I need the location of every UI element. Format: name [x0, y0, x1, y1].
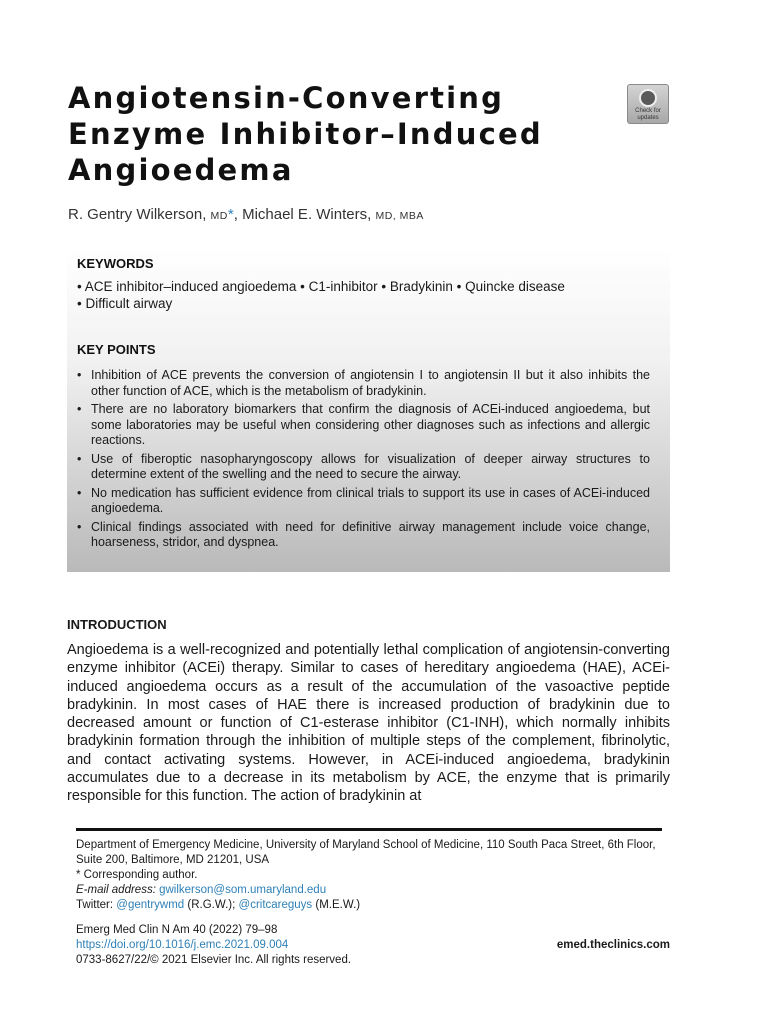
key-point-item: • There are no laboratory biomarkers that confirm the diagnosis of ACEi-induced angioedema, but some laboratories may be useful when considering other diagnoses such as infections and allergic reactions. — [77, 402, 650, 449]
corresponding-author-mark[interactable]: * — [227, 206, 234, 223]
author-name: Michael E. Winters, — [242, 206, 372, 223]
introduction-paragraph: Angioedema is a well-recognized and potentially lethal complication of angiotensin-converting enzyme inhibitor (ACEi) therapy. Similar to cases of hereditary angioedema (HAE), ACEi-induced angioedema occurs as a result of the accumulation of the vasoactive peptide bradykinin. In most cases of HAE there is increased production of bradykinin due to decreased amount or function of C1-esterase inhibitor (C1-INH), which normally inhibits bradykinin formation through the inhibition of multiple steps of the complement, fibrinolytic, and contact activating systems. However, in ACEi-induced angioedema, bradykinin accumulates due to a decrease in its metabolism by ACE, the enzyme that is primarily responsible for this function. The action of bradykinin at — [67, 642, 670, 805]
keywords-line: • Difficult airway — [77, 296, 173, 311]
email-label: E-mail address: — [76, 884, 156, 896]
journal-citation: Emerg Med Clin N Am 40 (2022) 79–98 — [76, 924, 278, 936]
badge-label: Check for updates — [635, 108, 661, 121]
key-point-item: • Inhibition of ACE prevents the conversion of angiotensin I to angiotensin II but it also inhibits the other function of ACE, which is the metabolism of bradykinin. — [77, 368, 650, 399]
introduction-heading: INTRODUCTION — [67, 617, 167, 632]
key-points-heading: KEY POINTS — [77, 342, 156, 357]
keywords-heading: KEYWORDS — [77, 256, 154, 271]
twitter-link[interactable]: @gentrywmd — [116, 899, 185, 911]
check-for-updates-badge[interactable] — [627, 84, 669, 124]
affiliation-note: Department of Emergency Medicine, University of Maryland School of Medicine, 110 South Paca Street, 6th Floor, Suite 200, Baltimore, MD 21201, USA — [76, 839, 656, 866]
twitter-initials: (M.E.W.) — [315, 899, 361, 911]
author-line — [68, 206, 424, 223]
footnote-divider — [76, 828, 662, 831]
email-link[interactable]: gwilkerson@som.umaryland.edu — [159, 884, 327, 896]
key-points-list — [77, 368, 650, 554]
doi-link[interactable]: https://doi.org/10.1016/j.emc.2021.09.004 — [76, 939, 289, 951]
key-point-item: • Use of fiberoptic nasopharyngoscopy allows for visualization of deeper airway structures to determine extent of the swelling and the need to secure the airway. — [77, 452, 650, 483]
journal-site: emed.theclinics.com — [556, 939, 670, 951]
keywords-line: • ACE inhibitor–induced angioedema • C1-inhibitor • Bradykinin • Quincke disease — [77, 279, 565, 294]
keywords-keypoints-box — [67, 249, 670, 572]
author-name: R. Gentry Wilkerson, — [68, 206, 207, 223]
twitter-note — [76, 898, 670, 913]
copyright-note: 0733-8627/22/© 2021 Elsevier Inc. All rights reserved. — [76, 954, 352, 966]
twitter-link[interactable]: @critcareguys — [238, 899, 313, 911]
article-title: Angiotensin-Converting Enzyme Inhibitor–Induced Angioedema — [68, 81, 543, 187]
corresponding-note: * Corresponding author. — [76, 869, 198, 881]
key-point-item: • Clinical findings associated with need for definitive airway management include voice change, hoarseness, stridor, and dyspnea. — [77, 520, 650, 551]
author-degrees: MD, MBA — [375, 210, 424, 222]
email-note — [76, 883, 670, 898]
twitter-initials: (R.G.W.); — [187, 899, 236, 911]
author-separator: , — [233, 206, 238, 223]
twitter-label: Twitter: — [76, 899, 114, 911]
key-point-item: • No medication has sufficient evidence from clinical trials to support its use in cases of ACEi-induced angioedema. — [77, 486, 650, 517]
update-check-icon — [639, 89, 657, 107]
author-degrees: MD — [210, 210, 228, 222]
